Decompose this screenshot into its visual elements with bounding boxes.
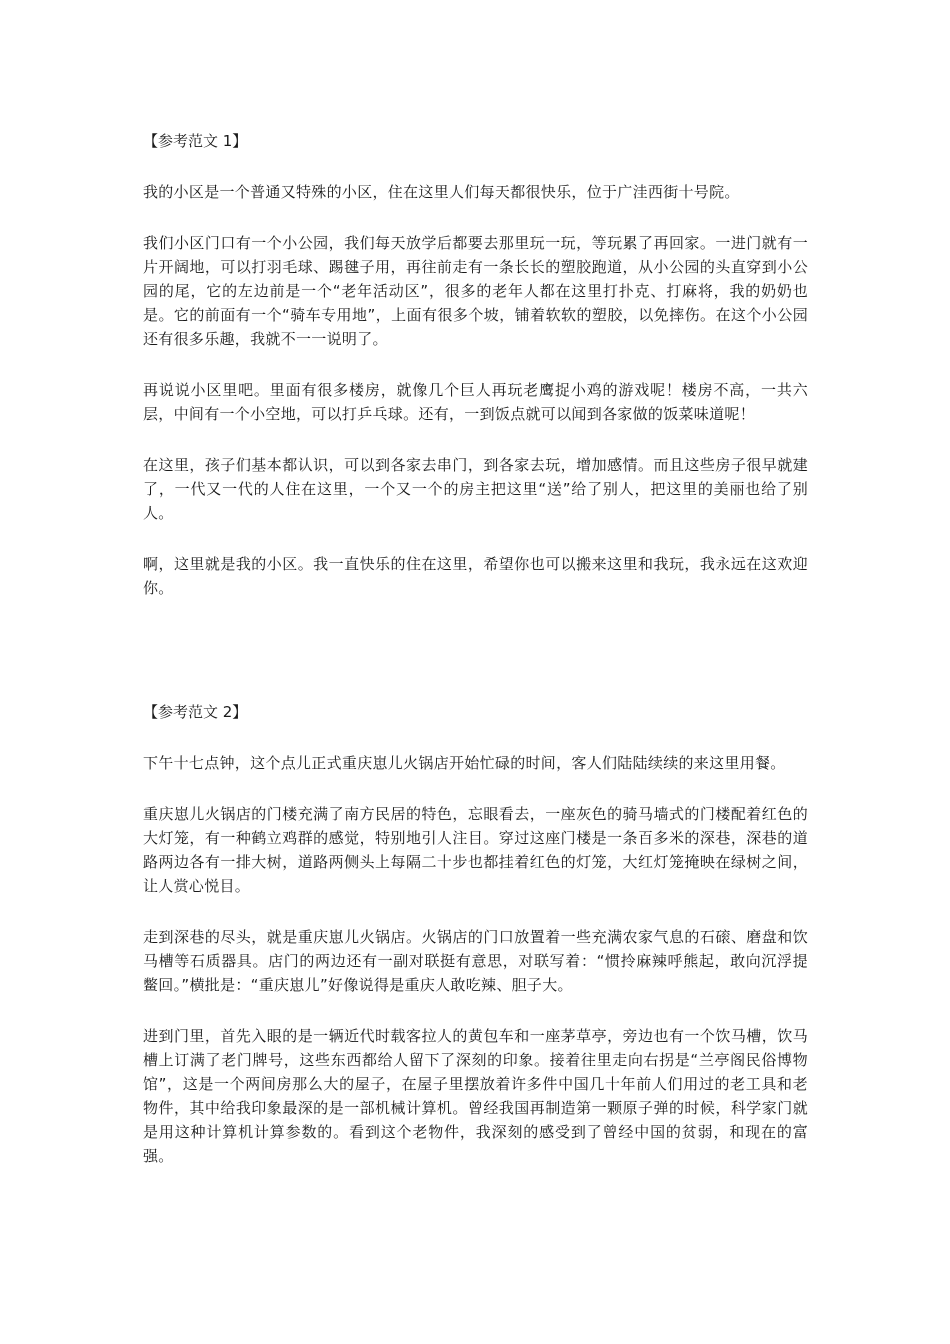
paragraph: 走到深巷的尽头，就是重庆崽儿火锅店。火锅店的门口放置着一些充满农家气息的石磙、磨盘和饮马槽等石质器具。店门的两边还有一副对联挺有意思，对联写着：“惯拎麻辣呼熊起，敢向沉浮提鳖回。”横批是：“重庆崽儿”好像说得是重庆人敢吃辣、胆子大。 — [143, 928, 808, 994]
paragraph: 进到门里，首先入眼的是一辆近代时载客拉人的黄包车和一座茅草亭，旁边也有一个饮马槽，饮马槽上订满了老门牌号，这些东西都给人留下了深刻的印象。接着往里走向右拐是“兰亭阁民俗博物馆”，这是一个两间房那么大的屋子，在屋子里摆放着许多件中国几十年前人们用过的老工具和老物件，其中给我印象最深的是一部机械计算机。曾经我国再制造第一颗原子弹的时候，科学家门就是用这种计算机计算参数的。看到这个老物件，我深刻的感受到了曾经中国的贫弱，和现在的富强。 — [143, 1027, 808, 1165]
paragraph: 下午十七点钟，这个点儿正式重庆崽儿火锅店开始忙碌的时间，客人们陆陆续续的来这里用餐。 — [143, 754, 786, 772]
paragraph: 啊，这里就是我的小区。我一直快乐的住在这里，希望你也可以搬来这里和我玩，我永远在这欢迎你。 — [143, 555, 808, 597]
paragraph: 再说说小区里吧。里面有很多楼房，就像几个巨人再玩老鹰捉小鸡的游戏呢！楼房不高，一共六层，中间有一个小空地，可以打乒乓球。还有，一到饭点就可以闻到各家做的饭菜味道呢！ — [143, 381, 808, 423]
paragraph: 我的小区是一个普通又特殊的小区，住在这里人们每天都很快乐，位于广洼西街十号院。 — [143, 183, 740, 201]
essay-section-2 — [143, 700, 808, 1195]
paragraph: 重庆崽儿火锅店的门楼充满了南方民居的特色，忘眼看去，一座灰色的骑马墙式的门楼配着红色的大灯笼，有一种鹤立鸡群的感觉，特别地引人注目。穿过这座门楼是一条百多米的深巷，深巷的道路两边各有一排大树，道路两侧头上每隔二十步也都挂着红色的灯笼，大红灯笼掩映在绿树之间，让人赏心悦目。 — [143, 805, 808, 895]
paragraph: 在这里，孩子们基本都认识，可以到各家去串门，到各家去玩，增加感情。而且这些房子很早就建了，一代又一代的人住在这里，一个又一个的房主把这里“送”给了别人，把这里的美丽也给了别人。 — [143, 456, 808, 522]
paragraph: 我们小区门口有一个小公园，我们每天放学后都要去那里玩一玩，等玩累了再回家。一进门就有一片开阔地，可以打羽毛球、踢毽子用，再往前走有一条长长的塑胶跑道，从小公园的头直穿到小公园的尾，它的左边前是一个“老年活动区”，很多的老年人都在这里打扑克、打麻将，我的奶奶也是。它的前面有一个“骑车专用地”，上面有很多个坡，铺着软软的塑胶，以免摔伤。在这个小公园还有很多乐趣，我就不一一说明了。 — [143, 234, 808, 348]
section-heading: 【参考范文 2】 — [143, 703, 248, 721]
section-heading: 【参考范文 1】 — [143, 132, 248, 150]
essay-section-1 — [143, 129, 808, 627]
